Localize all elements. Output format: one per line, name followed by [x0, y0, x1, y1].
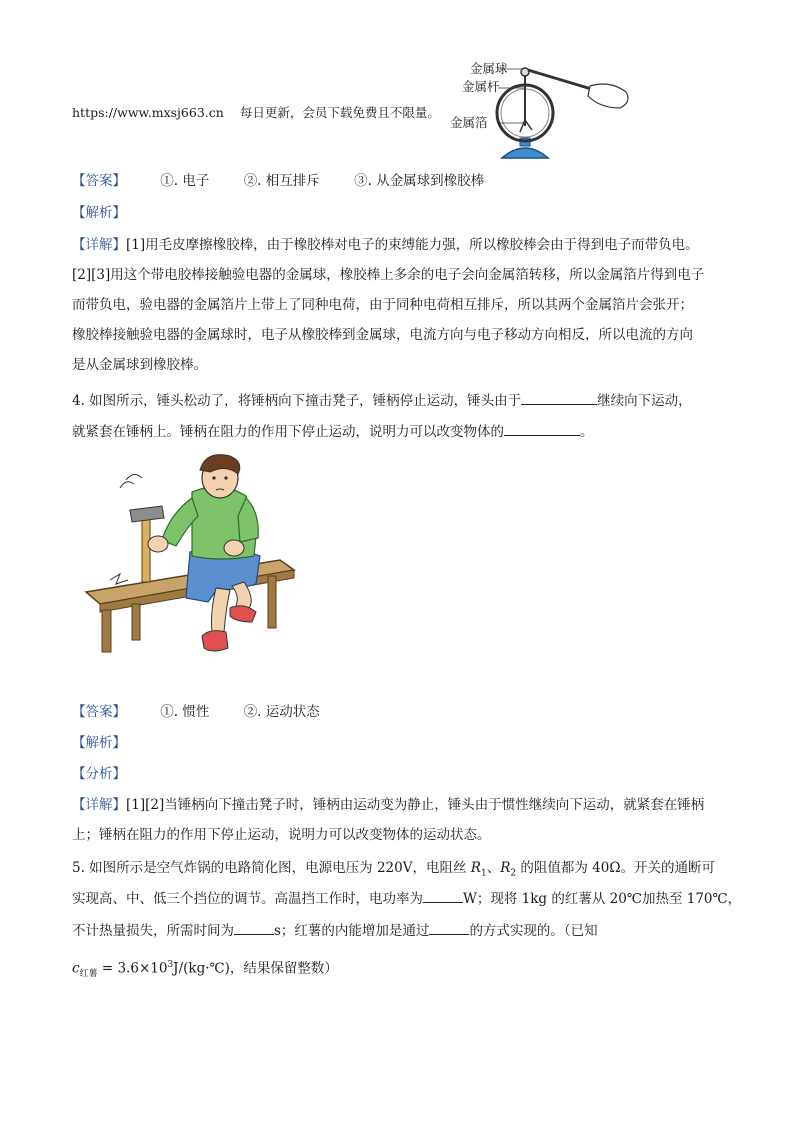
q4-text-2b: 。	[580, 424, 594, 440]
q5-question-line-2	[72, 890, 741, 908]
q4-answer-2: ②. 运动状态	[243, 704, 320, 720]
header-notice: 每日更新，会员下载免费且不限量。	[239, 105, 440, 120]
q4-text-1a: 4. 如图所示，锤头松动了，将锤柄向下撞击凳子，锤柄停止运动，锤头由于	[72, 393, 522, 409]
detail-tag: 【详解】	[72, 237, 126, 253]
q4-detail-line-2: 上；锤柄在阻力的作用下停止运动，说明力可以改变物体的运动状态。	[72, 827, 491, 843]
q5-text-3b: s；红薯的内能增加是通过	[274, 923, 430, 939]
electroscope-figure	[440, 58, 640, 168]
q3-answer-3: ③. 从金属球到橡胶棒	[354, 173, 485, 189]
formula-unit: J/(kg·℃)	[173, 960, 230, 977]
q3-answer-1: ①. 电子	[160, 173, 210, 189]
label-metal-ball: 金属球	[470, 61, 508, 76]
detail-tag: 【详解】	[72, 797, 126, 813]
q4-fenxi-tag	[72, 765, 126, 783]
q5-text-2b: W；现将 1kg 的红薯从 20℃加热至 170℃，	[463, 891, 742, 907]
q4-question-line-1	[72, 392, 692, 410]
q3-detail-text-1: [1]用毛皮摩擦橡胶棒，由于橡胶棒对电子的束缚能力强，所以橡胶棒会由于得到电子而带负电。	[126, 237, 699, 253]
q3-detail-line-3: 而带负电，验电器的金属箔片上带上了同种电荷，由于同种电荷相互排斥，所以其两个金属箔片会张开；	[72, 297, 693, 313]
q5-text-3a: 不计热量损失，所需时间为	[72, 923, 234, 939]
r1-subscript: 1	[480, 868, 487, 879]
q4-text-1b: 继续向下运动，	[597, 393, 692, 409]
q4-blank-1[interactable]	[521, 392, 597, 405]
label-metal-foil: 金属箔	[450, 115, 488, 130]
formula-value: = 3.6×10	[97, 960, 168, 977]
q5-question-line-4	[72, 956, 338, 983]
q4-detail-line-1	[72, 796, 704, 814]
r1-symbol: R	[470, 860, 481, 876]
q5-blank-time[interactable]	[234, 922, 274, 935]
label-metal-rod: 金属杆	[462, 79, 500, 94]
hammer-boy-drawing	[80, 452, 300, 667]
q3-detail-line-4: 橡胶棒接触验电器的金属球时，电子从橡胶棒到金属球，电流方向与电子移动方向相反，所以电流的方向	[72, 327, 693, 343]
q4-answer-line	[72, 703, 320, 721]
q4-blank-2[interactable]	[504, 423, 580, 436]
q4-text-2a: 就紧套在锤柄上。锤柄在阻力的作用下停止运动，说明力可以改变物体的	[72, 424, 504, 440]
q5-question-line-3	[72, 922, 598, 940]
answer-tag: 【答案】	[72, 704, 126, 720]
q5-question-line-1	[72, 859, 715, 883]
analysis-tag: 【解析】	[72, 735, 126, 751]
formula-exponent: 3	[167, 960, 174, 970]
q5-text-1a: 5. 如图所示是空气炸锅的电路简化图，电源电压为 220V，电阻丝	[72, 860, 471, 876]
fenxi-tag: 【分析】	[72, 766, 126, 782]
hammer-boy-illustration	[80, 452, 300, 667]
q3-detail-line-1	[72, 236, 699, 254]
q4-analysis-tag	[72, 734, 126, 752]
q5-sep: 、	[486, 860, 501, 876]
q5-text-3c: 的方式实现的。（已知	[469, 923, 598, 939]
r2-subscript: 2	[510, 868, 517, 879]
formula-c: c	[72, 960, 80, 977]
q3-answer-2: ②. 相互排斥	[243, 173, 320, 189]
q3-detail-line-2: [2][3]用这个带电胶棒接触验电器的金属球，橡胶棒上多余的电子会向金属箔转移，所以金属箔片得到电子	[72, 267, 705, 283]
q3-analysis-tag	[72, 204, 126, 222]
r2-symbol: R	[500, 860, 511, 876]
source-url[interactable]: https://www.mxsj663.cn	[72, 105, 224, 120]
q5-blank-method[interactable]	[429, 922, 469, 935]
q5-text-1b: 的阻值都为 40Ω。开关的通断可	[516, 860, 716, 876]
q3-answer-line	[72, 172, 484, 190]
formula-subscript: 红薯	[79, 969, 98, 980]
answer-tag: 【答案】	[72, 173, 126, 189]
q4-detail-text-1: [1][2]当锤柄向下撞击凳子时，锤柄由运动变为静止，锤头由于惯性继续向下运动，就紧套在锤柄	[126, 797, 705, 813]
analysis-tag: 【解析】	[72, 205, 126, 221]
q5-blank-power[interactable]	[423, 890, 463, 903]
header-line	[72, 104, 440, 122]
q4-question-line-2	[72, 423, 594, 441]
q3-detail-line-5: 是从金属球到橡胶棒。	[72, 357, 207, 373]
q4-answer-1: ①. 惯性	[160, 704, 210, 720]
q5-text-4-tail: ，结果保留整数）	[229, 960, 338, 977]
q5-text-2a: 实现高、中、低三个挡位的调节。高温挡工作时，电功率为	[72, 891, 423, 907]
